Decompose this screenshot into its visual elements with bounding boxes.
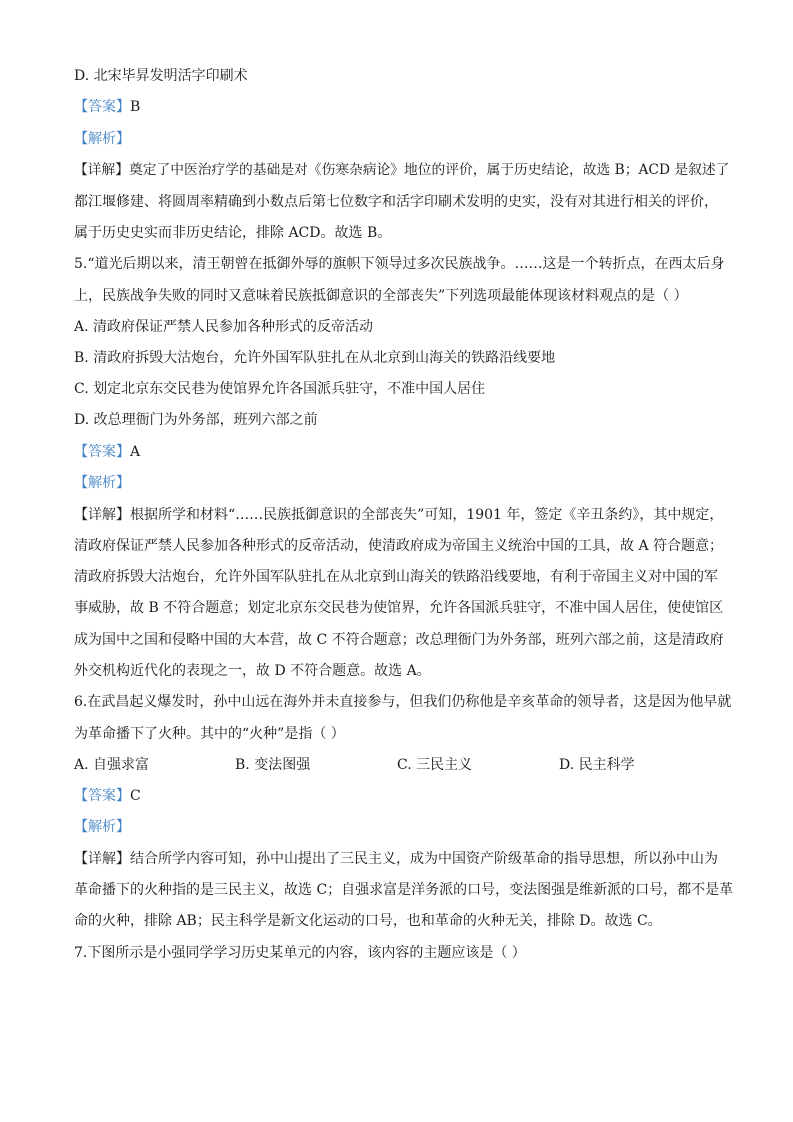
- q4-answer-row: [74, 97, 140, 117]
- q4-detail-text-1: 奠定了中医治疗学的基础是对《伤寒杂病论》地位的评价，属于历史结论，故选 B；ACD 是叙述了: [129, 162, 730, 178]
- q4-detail-line-2: 都江堰修建、将圆周率精确到小数点后第七位数字和活字印刷术发明的史实，没有对其进行相关的评价，: [74, 194, 718, 210]
- q6-stem-line-1: 6.在武昌起义爆发时，孙中山远在海外并未直接参与，但我们仍称他是辛亥革命的领导者，这是因为他早就: [74, 694, 732, 710]
- q5-answer: A: [130, 444, 141, 460]
- q4-option-d: D. 北宋毕昇发明活字印刷术: [74, 68, 248, 84]
- q5-answer-row: [74, 442, 140, 462]
- q5-option-d: D. 改总理衙门为外务部，班列六部之前: [74, 412, 318, 428]
- q4-detail-line-3: 属于历史史实而非历史结论，排除 ACD。故选 B。: [74, 225, 392, 241]
- q6-detail-tag: 【详解】: [74, 851, 130, 867]
- q5-option-c: C. 划定北京东交民巷为使馆界允许各国派兵驻守，不准中国人居住: [74, 381, 486, 397]
- q5-detail-line-4: 事威胁，故 B 不符合题意；划定北京东交民巷为使馆界，允许各国派兵驻守，不准中国人居住，使使馆区: [74, 600, 724, 616]
- q6-answer-tag: 【答案】: [74, 788, 130, 804]
- q5-detail-line-6: 外交机构近代化的表现之一，故 D 不符合题意。故选 A。: [74, 663, 431, 679]
- q6-detail-text-1: 结合所学内容可知，孙中山提出了三民主义，成为中国资产阶级革命的指导思想，所以孙中山为: [130, 851, 718, 867]
- q5-detail-line-5: 成为国中之国和侵略中国的大本营，故 C 不符合题意；改总理衙门为外务部，班列六部之前，这是清政府: [74, 632, 724, 648]
- q6-stem-line-2: 为革命播下了火种。其中的“火种”是指（ ）: [74, 726, 345, 742]
- q5-option-b: B. 清政府拆毁大沽炮台，允许外国军队驻扎在从北京到山海关的铁路沿线要地: [74, 350, 556, 366]
- q4-answer: B: [130, 99, 141, 115]
- q6-option-d: D. 民主科学: [559, 757, 635, 773]
- q4-analysis-tag: 【解析】: [74, 131, 130, 147]
- q5-stem-line-2: 上，民族战争失败的同时又意味着民族抵御意识的全部丧失”下列选项最能体现该材料观点的是（ ）: [74, 288, 688, 304]
- q4-detail-tag: 【详解】: [74, 162, 130, 178]
- q6-detail-line-1: [74, 849, 718, 869]
- q5-detail-line-2: 清政府保证严禁人民参加各种形式的反帝活动，使清政府成为帝国主义统治中国的工具，故 A 符合题意；: [74, 538, 724, 554]
- q5-stem-line-1: 5.“道光后期以来，清王朝曾在抵御外辱的旗帜下领导过多次民族战争。……这是一个转折点，在西太后身: [74, 256, 725, 272]
- q5-detail-line-1: [74, 505, 723, 525]
- q7-stem: 7.下图所示是小强同学学习历史某单元的内容，该内容的主题应该是（ ）: [74, 945, 526, 961]
- q5-answer-tag: 【答案】: [74, 444, 130, 460]
- q6-analysis-tag: 【解析】: [74, 819, 130, 835]
- q4-detail-line-1: [74, 160, 729, 180]
- q5-detail-text-1: 根据所学和材料“……民族抵御意识的全部丧失”可知，1901 年，签定《辛丑条约》，其中规定，: [130, 507, 724, 523]
- q6-option-a: A. 自强求富: [74, 757, 150, 773]
- q5-analysis-tag: 【解析】: [74, 475, 130, 491]
- q6-answer-row: [74, 786, 141, 806]
- q6-detail-line-3: 命的火种，排除 AB；民主科学是新文化运动的口号，也和革命的火种无关，排除 D。故选 C。: [74, 913, 662, 929]
- q6-option-b: B. 变法图强: [235, 757, 311, 773]
- q6-detail-line-2: 革命播下的火种指的是三民主义，故选 C；自强求富是洋务派的口号，变法图强是维新派的口号，都不是革: [74, 882, 734, 898]
- q5-detail-tag: 【详解】: [74, 507, 130, 523]
- q6-option-c: C. 三民主义: [397, 757, 473, 773]
- q5-detail-line-3: 清政府拆毁大沽炮台，允许外国军队驻扎在从北京到山海关的铁路沿线要地，有利于帝国主义对中国的军: [74, 569, 718, 585]
- q5-option-a: A. 清政府保证严禁人民参加各种形式的反帝活动: [74, 319, 374, 335]
- q4-answer-tag: 【答案】: [74, 99, 130, 115]
- q6-answer: C: [130, 788, 141, 804]
